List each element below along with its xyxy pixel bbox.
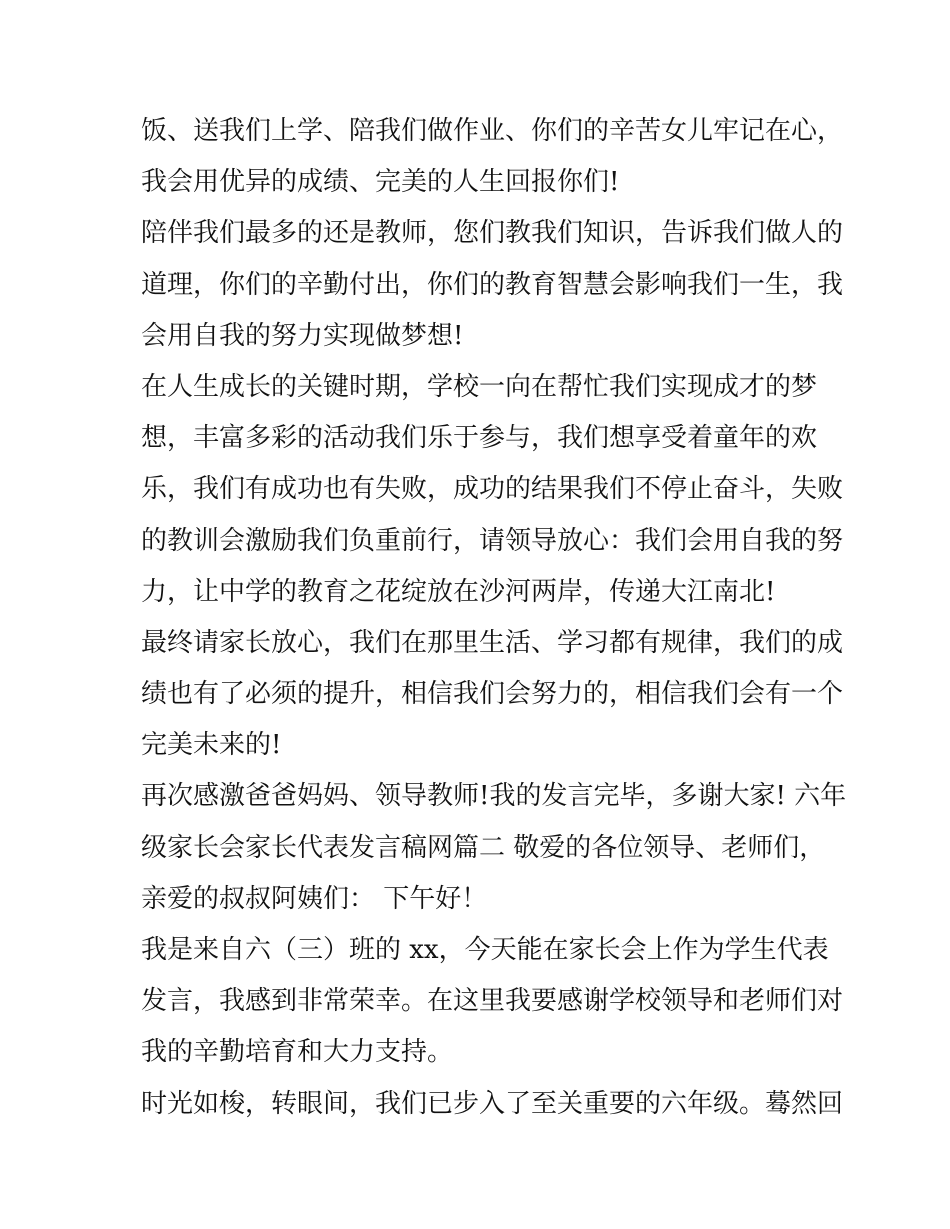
text-line: 发言，我感到非常荣幸。在这里我要感谢学校领导和老师们对 xyxy=(141,986,844,1017)
text-line: 时光如梭，转眼间，我们已步入了至关重要的六年级。蓦然回 xyxy=(141,1088,844,1119)
text-line: 乐，我们有成功也有失败，成功的结果我们不停止奋斗，失败 xyxy=(141,474,844,505)
text-line: 在人生成长的关键时期，学校一向在帮忙我们实现成才的梦 xyxy=(141,371,818,402)
text-line: 我会用优异的成绩、完美的人生回报你们! xyxy=(141,167,620,198)
text-line: 再次感激爸爸妈妈、领导教师!我的发言完毕，多谢大家! 六年 xyxy=(141,781,847,812)
document-body xyxy=(141,106,847,1130)
text-line: 想，丰富多彩的活动我们乐于参与，我们想享受着童年的欢 xyxy=(141,423,818,454)
text-line: 我的辛勤培育和大力支持。 xyxy=(141,1037,454,1068)
text-line: 力，让中学的教育之花绽放在沙河两岸，传递大江南北! xyxy=(141,576,776,607)
text-line: 道理，你们的辛勤付出，你们的教育智慧会影响我们一生，我 xyxy=(141,269,844,300)
text-line: 绩也有了必须的提升，相信我们会努力的，相信我们会有一个 xyxy=(141,679,844,710)
text-line: 完美未来的! xyxy=(141,730,282,761)
text-line: 的教训会激励我们负重前行，请领导放心：我们会用自我的努 xyxy=(141,525,844,556)
text-line: 会用自我的努力实现做梦想! xyxy=(141,320,464,351)
text-line: 我是来自六（三）班的 xx，今天能在家长会上作为学生代表 xyxy=(141,935,829,965)
text-line: 级家长会家长代表发言稿网篇二 敬爱的各位领导、老师们， xyxy=(141,832,826,863)
text-line: 亲爱的叔叔阿姨们： 下午好！ xyxy=(141,883,488,914)
text-line: 最终请家长放心，我们在那里生活、学习都有规律，我们的成 xyxy=(141,627,844,658)
text-line: 饭、送我们上学、陪我们做作业、你们的辛苦女儿牢记在心， xyxy=(141,116,844,146)
text-line: 陪伴我们最多的还是教师，您们教我们知识，告诉我们做人的 xyxy=(141,218,844,249)
